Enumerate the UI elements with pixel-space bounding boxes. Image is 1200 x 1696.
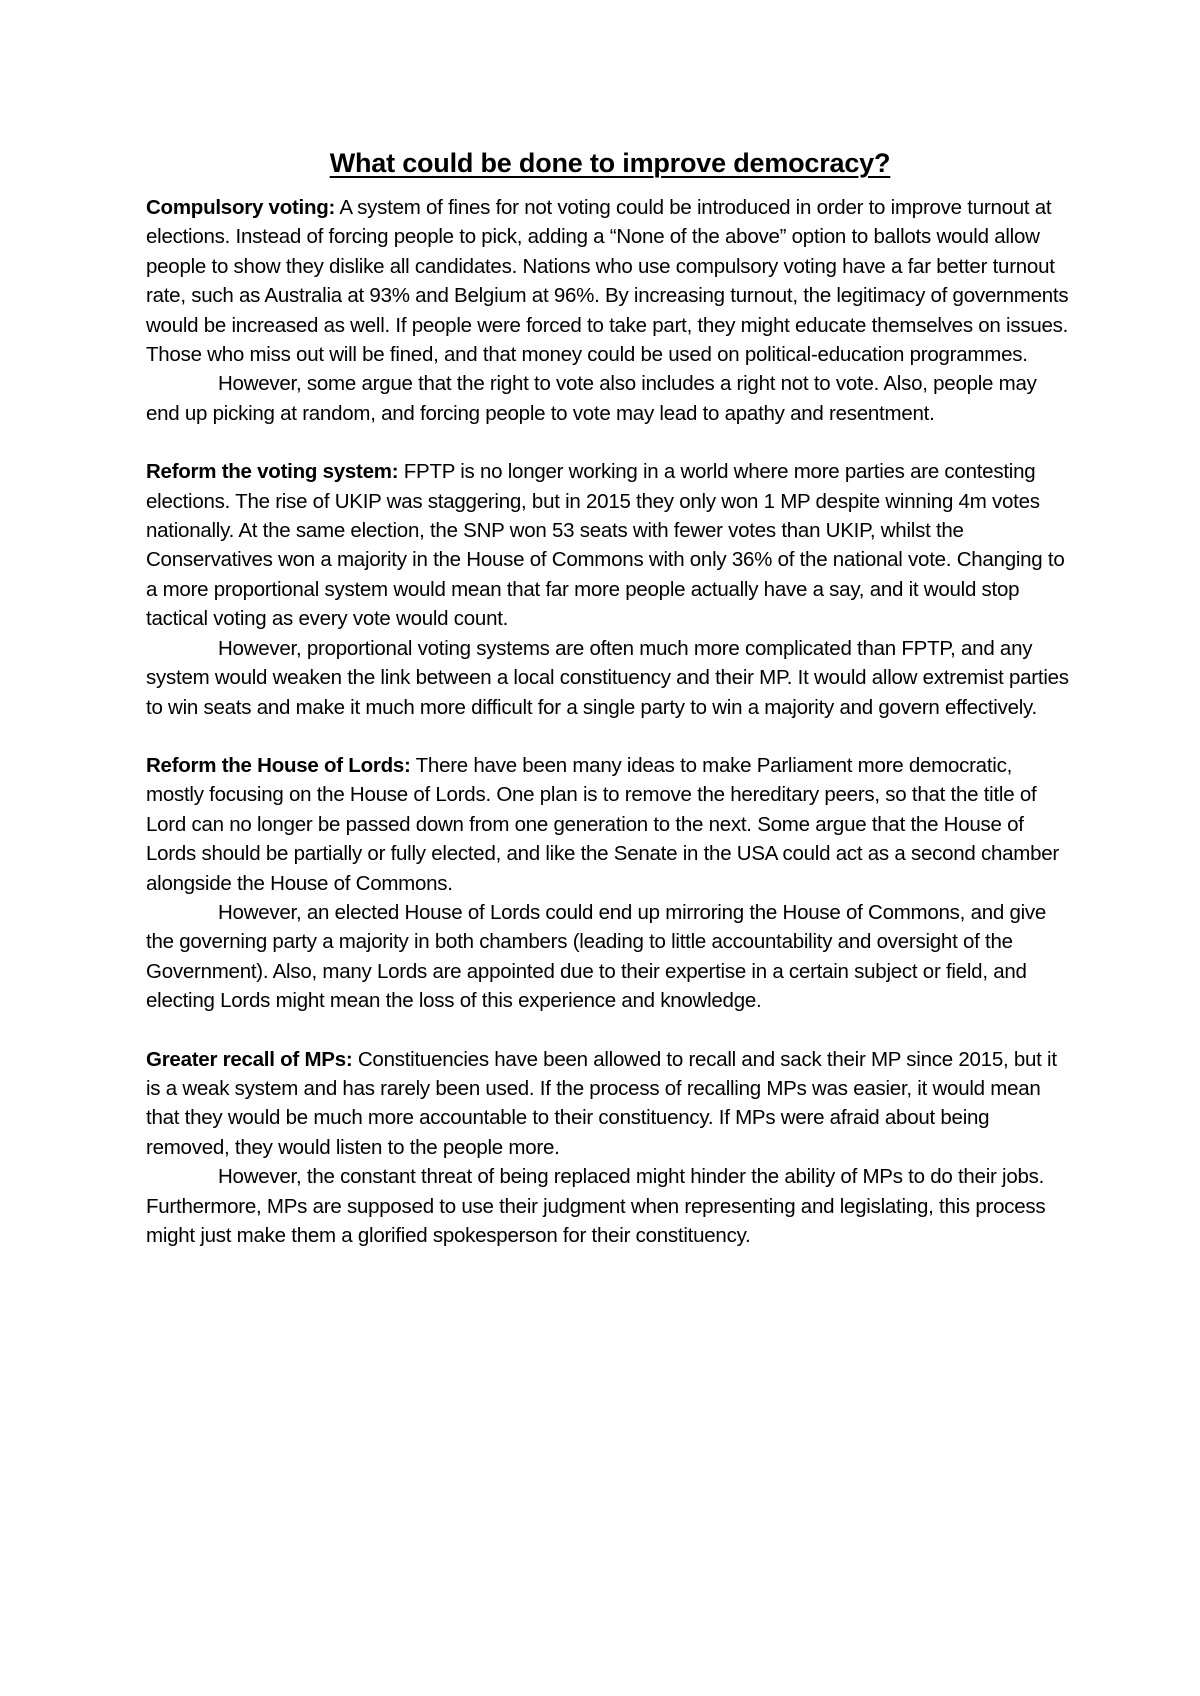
section-compulsory-voting — [146, 193, 1074, 428]
section-reform-house-of-lords — [146, 751, 1074, 1016]
section-recall-of-mps — [146, 1045, 1074, 1251]
section-body-paragraph — [146, 193, 1074, 369]
document-title: What could be done to improve democracy? — [329, 148, 891, 178]
section-counterargument: However, some argue that the right to vote also includes a right not to vote. Also, people may end up picking at random, and forcing people to vote may lead to apathy and resentment. — [146, 372, 1037, 425]
document-content — [146, 148, 1074, 1279]
section-body-text: Constituencies have been allowed to recall and sack their MP since 2015, but it is a weak system and has rarely been used. If the process of recalling MPs was easier, it would mean that they would be much more accountable to their constituency. If MPs were afraid about being removed, they would listen to the people more. — [146, 1047, 1057, 1159]
section-counterargument: However, an elected House of Lords could end up mirroring the House of Commons, and give the governing party a majority in both chambers (leading to little accountability and oversight of the Government). Also, many Lords are appointed due to their expertise in a certain subject or field, and electing Lords might mean the loss of this experience and knowledge. — [146, 900, 1047, 1013]
section-counterargument: However, proportional voting systems are often much more complicated than FPTP, and any system would weaken the link between a local constituency and their MP. It would allow extremist parties to win seats and make it much more difficult for a single party to win a majority and govern effectively. — [146, 636, 1069, 719]
section-body-paragraph — [146, 457, 1074, 633]
section-heading: Reform the voting system: — [146, 460, 399, 484]
section-heading: Greater recall of MPs: — [146, 1047, 353, 1071]
section-body-paragraph — [146, 751, 1074, 898]
section-counterargument: However, the constant threat of being replaced might hinder the ability of MPs to do their jobs. Furthermore, MPs are supposed to use their judgment when representing and legislating, this process might just make them a glorified spokesperson for their constituency. — [146, 1165, 1046, 1247]
section-body-text: There have been many ideas to make Parliament more democratic, mostly focusing on the House of Lords. One plan is to remove the hereditary peers, so that the title of Lord can no longer be passed down from one generation to the next. Some argue that the House of Lords should be partially or fully elected, and like the Senate in the USA could act as a second chamber alongside the House of Commons. — [146, 753, 1060, 895]
section-heading: Reform the House of Lords: — [146, 753, 411, 777]
section-body-text: A system of fines for not voting could be introduced in order to improve turnout at elections. Instead of forcing people to pick, adding a “None of the above” option to ballots would allow people to show they dislike all candidates. Nations who use compulsory voting have a far better turnout rate, such as Australia at 93% and Belgium at 96%. By increasing turnout, the legitimacy of governments would be increased as well. If people were forced to take part, they might educate themselves on issues. Those who miss out will be fined, and that money could be used on political-education programmes. — [146, 196, 1069, 367]
section-body-text: FPTP is no longer working in a world where more parties are contesting elections. The rise of UKIP was staggering, but in 2015 they only won 1 MP despite winning 4m votes nationally. At the same election, the SNP won 53 seats with fewer votes than UKIP, whilst the Conservatives won a majority in the House of Commons with only 36% of the national vote. Changing to a more proportional system would mean that far more people actually have a say, and it would stop tactical voting as every vote would count. — [146, 460, 1065, 631]
section-body-paragraph — [146, 1045, 1074, 1163]
section-reform-voting-system — [146, 457, 1074, 722]
section-heading: Compulsory voting: — [146, 196, 336, 219]
